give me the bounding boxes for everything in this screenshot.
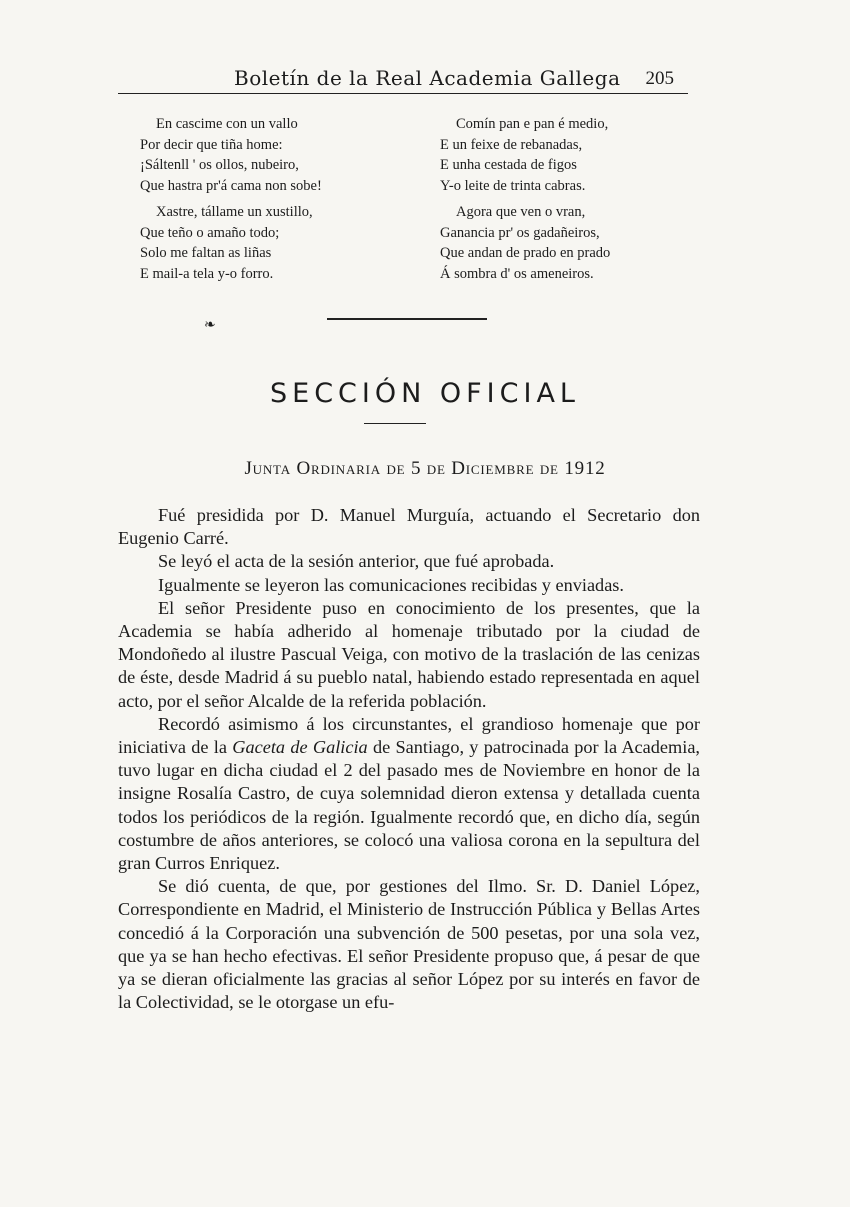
poem-line: Y-o leite de trinta cabras. xyxy=(440,177,586,194)
page-number: 205 xyxy=(645,68,674,89)
section-title: SECCIÓN OFICIAL xyxy=(270,378,580,410)
poem-stanza xyxy=(440,114,610,196)
poem-line: E mail-a tela y-o forro. xyxy=(140,265,274,282)
paragraph: Igualmente se leyeron las comunicaciones recibidas y enviadas. xyxy=(158,574,624,595)
running-title: Boletín de la Real Academia Gallega xyxy=(234,66,621,90)
paragraph-text: de Santiago, y patrocinada por la Academia, tuvo lugar en dicha ciudad el 2 del pasado mes de Noviembre en honor de la insigne Rosalía Castro, de cuya solemnidad dieron extensa y detallada cuenta todos los periódicos de la región. Igualmente recordó que, en dicho día, según costumbre de años anteriores, se colocó una valiosa corona en la sepultura del gran Curros Enriquez. xyxy=(118,737,700,874)
poem-line: Comín pan e pan é medio, xyxy=(456,116,609,132)
section-rule-top xyxy=(327,318,487,320)
paragraph: El señor Presidente puso en conocimiento de los presentes, que la Academia se había adherido al homenaje tributado por la ciudad de Mondoñedo al ilustre Pascual Veiga, con motivo de la traslación de las cenizas de éste, desde Madrid á su pueblo natal, habiendo estado representada en aquel acto, por el señor Alcalde de la referida población. xyxy=(118,597,700,711)
paragraph: Se leyó el acta de la sesión anterior, que fué aprobada. xyxy=(158,551,555,572)
poem-line: ¡Sáltenll ' os ollos, nubeiro, xyxy=(140,157,299,173)
paragraph: Se dió cuenta, de que, por gestiones del Ilmo. Sr. D. Daniel López, Correspondiente en Madrid, el Ministerio de Instrucción Pública y Bellas Artes concedió á la Corporación una subvención de 500 pesetas, por una sola vez, que ya se han hecho efectivas. El señor Presidente propuso que, á pesar de que ya se dieran oficialmente las gracias al señor López por su interés en favor de la Colectividad, se le otorgase un efu- xyxy=(118,876,700,1013)
poem-left-column xyxy=(140,114,322,290)
poem-line: Ganancia pr' os gadañeiros, xyxy=(440,224,600,241)
poem-line: Agora que ven o vran, xyxy=(456,204,586,220)
poem-stanza xyxy=(140,114,322,196)
poem-line: Solo me faltan as liñas xyxy=(140,245,272,261)
paragraph: Fué presidida por D. Manuel Murguía, actuando el Secretario don Eugenio Carré. xyxy=(118,505,700,549)
minutes-body xyxy=(118,504,700,1014)
poem-stanza xyxy=(440,202,610,284)
poem-line: E unha cestada de figos xyxy=(440,157,577,173)
fleuron-icon: ❧ xyxy=(204,318,216,333)
poem-line: Por decir que tiña home: xyxy=(140,136,283,153)
poem-stanza xyxy=(140,202,322,284)
poem-line: En cascime con un vallo xyxy=(156,116,298,132)
poem-right-column xyxy=(440,114,610,290)
poem-line: Á sombra d' os ameneiros. xyxy=(440,265,594,282)
paragraph xyxy=(118,713,700,875)
meeting-subtitle: Junta Ordinaria de 5 de Diciembre de 1912 xyxy=(244,458,606,479)
poem-line: Xastre, tállame un xustillo, xyxy=(156,204,313,220)
poem-line: E un feixe de rebanadas, xyxy=(440,136,583,153)
poem-line: Que teño o amaño todo; xyxy=(140,224,280,241)
section-rule-bottom xyxy=(364,423,426,424)
page-header xyxy=(118,64,688,94)
header-rule xyxy=(118,93,688,94)
paragraph-text: Recordó asimismo á los circunstantes, el grandioso homenaje que por iniciativa de la xyxy=(118,713,700,758)
poem-line: Que hastra pr'á cama non sobe! xyxy=(140,177,322,194)
newspaper-title: Gaceta de Galicia xyxy=(232,737,368,758)
poem-line: Que andan de prado en prado xyxy=(440,245,611,261)
